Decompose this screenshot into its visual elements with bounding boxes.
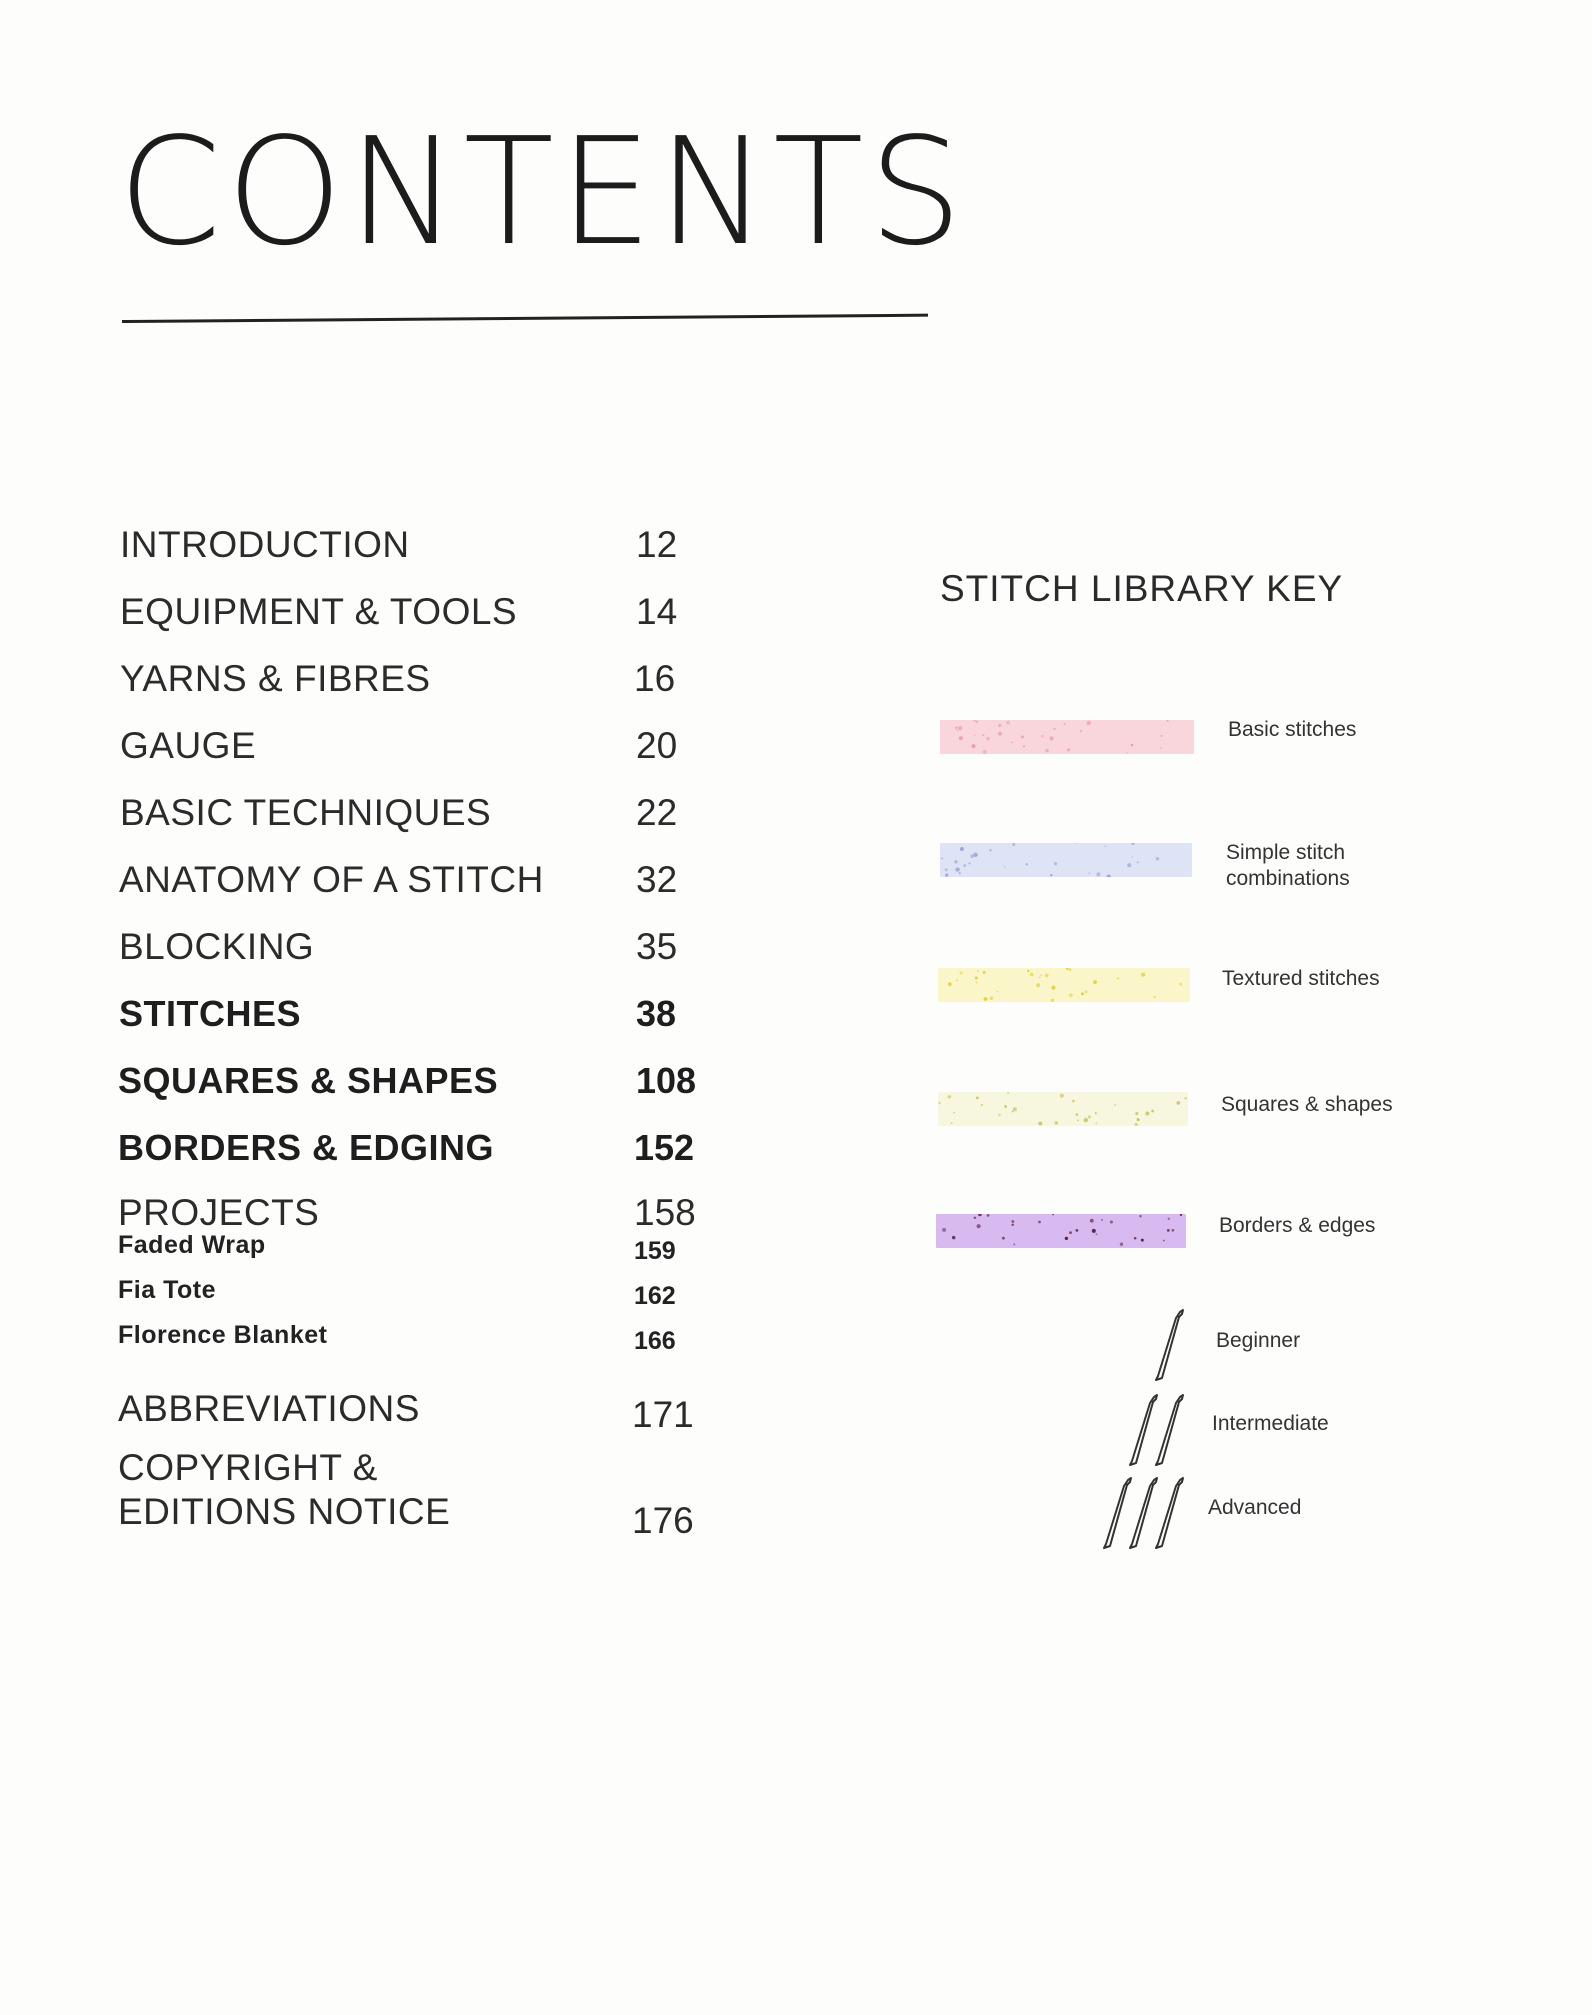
toc-label: STITCHES [119,993,302,1034]
swatch-speckle [1054,862,1057,865]
swatch-speckle [1002,1237,1005,1240]
swatch-speckle [1096,872,1100,876]
swatch-speckle [1051,986,1055,990]
stitch-library-key-title: STITCH LIBRARY KEY [940,568,1344,609]
swatch-speckle [1110,1221,1113,1224]
swatch-speckle [1004,866,1006,868]
swatch-simple-stitch-combinations [940,843,1192,877]
swatch-speckle [973,853,977,857]
swatch-speckle [1084,1118,1088,1122]
toc-label: YARNS & FIBRES [120,658,431,699]
swatch-speckle [976,1097,979,1100]
swatch-speckle [954,860,957,863]
swatch-speckle [1041,735,1044,738]
swatch-speckle [1127,752,1129,754]
swatch-label: Basic stitches [1228,718,1357,741]
toc-label: PROJECTS [118,1192,320,1233]
crochet-hook-icon [1156,1478,1183,1548]
swatch-speckle [976,982,978,984]
toc-entry-gauge[interactable] [0,707,760,767]
swatch-speckle [986,737,989,740]
swatch-speckle [1069,993,1073,997]
swatch-speckle [945,868,948,871]
swatch-speckle [1030,973,1034,977]
toc-entry-equipment-tools[interactable] [0,573,760,633]
swatch-speckle [951,1122,953,1124]
toc-entry-abbreviations[interactable] [0,1370,760,1435]
table-of-contents [0,0,760,1600]
toc-page-number: 20 [636,725,678,766]
swatch-speckle [977,1224,981,1228]
swatch-texture [940,720,1194,754]
toc-entry-fia-tote[interactable] [0,1255,760,1310]
swatch-speckle [998,732,1002,736]
crochet-hook-icon [1130,1478,1157,1548]
difficulty-label: Advanced [1208,1496,1302,1519]
swatch-speckle [1179,983,1182,986]
swatch-speckle [1141,973,1145,977]
toc-page-number: 108 [636,1060,697,1101]
swatch-speckle [1080,730,1083,733]
swatch-speckle [1117,977,1119,979]
swatch-speckle [1023,745,1026,748]
swatch-speckle [1095,1112,1097,1114]
swatch-speckle [1067,748,1070,751]
swatch-speckle [952,1236,955,1239]
swatch-speckle [1076,1113,1079,1116]
toc-entry-blocking[interactable] [0,908,760,968]
swatch-texture [936,1214,1186,1248]
toc-label: BLOCKING [119,926,315,967]
swatch-speckle [976,721,978,723]
swatch-speckle [953,1112,955,1114]
swatch-basic-stitches [940,720,1194,754]
toc-entry-yarns-fibres[interactable] [0,640,760,700]
swatch-speckle [1093,980,1097,984]
swatch-speckle [989,849,991,851]
swatch-speckle [1039,976,1041,978]
swatch-speckle [1012,843,1015,846]
swatch-speckle [1012,1111,1014,1113]
swatch-speckle [948,1095,951,1098]
swatch-speckle [1101,1219,1103,1221]
swatch-speckle [1064,723,1066,725]
swatch-textured-stitches [938,968,1190,1002]
swatch-speckle [1038,1221,1041,1224]
swatch-speckle [1131,744,1134,747]
swatch-speckle [1167,1229,1170,1232]
difficulty-label: Beginner [1216,1329,1301,1352]
difficulty-intermediate-icon [1124,1391,1186,1469]
swatch-speckle [1151,1110,1154,1113]
toc-page-number: 152 [634,1127,695,1168]
swatch-speckle [1051,999,1054,1002]
swatch-speckle [1040,974,1042,976]
swatch-speckle [1050,874,1052,876]
toc-entry-introduction[interactable] [0,506,760,566]
swatch-speckle [1026,863,1028,865]
toc-label: ABBREVIATIONS [118,1388,420,1429]
swatch-speckle [1180,1214,1182,1216]
swatch-speckle [1139,1215,1141,1217]
swatch-speckle [1089,872,1091,874]
swatch-speckle [981,1104,983,1106]
swatch-speckle [1161,735,1163,737]
swatch-speckle [1053,728,1055,730]
swatch-speckle [984,997,988,1001]
difficulty-beginner-icon [1150,1306,1186,1384]
toc-page-number: 35 [636,926,678,967]
toc-page-number: 32 [636,859,678,900]
toc-entry-florence-blanket[interactable] [0,1300,760,1355]
toc-label: GAUGE [120,725,257,766]
swatch-speckle [1096,1233,1098,1235]
swatch-speckle [1177,1101,1181,1105]
swatch-label: Squares & shapes [1221,1093,1393,1116]
toc-entry-faded-wrap[interactable] [0,1210,760,1265]
swatch-speckle [957,868,960,871]
swatch-speckle [1013,1243,1015,1245]
swatch-speckle [1141,1239,1144,1242]
swatch-speckle [945,874,948,877]
swatch-speckle [1006,721,1010,725]
swatch-speckle [972,744,976,748]
swatch-label: Simple stitch combinations [1226,841,1350,890]
swatch-speckle [1154,996,1156,998]
swatch-speckle [974,1217,977,1220]
swatch-speckle [1052,1214,1054,1216]
swatch-texture [938,968,1190,1002]
swatch-speckle [1160,747,1162,749]
toc-page-number: 14 [636,591,678,632]
swatch-speckle [1038,1122,1042,1126]
crochet-hook-icon [1156,1395,1183,1465]
swatch-speckle [1107,875,1111,878]
swatch-speckle [1076,843,1078,844]
toc-page-number: 22 [636,792,678,833]
toc-label: Faded Wrap [118,1231,266,1259]
swatch-squares-shapes [938,1092,1188,1126]
toc-entry-anatomy-of-a-stitch[interactable] [0,841,760,901]
toc-label: EQUIPMENT & TOOLS [120,591,518,632]
toc-entry-basic-techniques[interactable] [0,774,760,834]
swatch-speckle [948,982,950,984]
swatch-speckle [1163,1240,1165,1242]
swatch-speckle [959,736,963,740]
swatch-speckle [1045,749,1048,752]
swatch-speckle [963,864,966,867]
swatch-speckle [1076,1229,1079,1232]
toc-label: Fia Tote [118,1276,216,1304]
swatch-speckle [1137,1118,1140,1121]
toc-label: ANATOMY OF A STITCH [119,859,544,900]
swatch-speckle [1132,856,1134,858]
swatch-speckle [1007,1092,1009,1094]
swatch-speckle [941,858,943,860]
toc-entry-copyright-editions-notice[interactable] [0,1440,760,1541]
swatch-speckle [1069,969,1071,971]
swatch-speckle [1172,1229,1175,1232]
swatch-speckle [1087,721,1091,725]
swatch-speckle [1011,1220,1014,1223]
toc-entry-squares-shapes[interactable] [0,1042,760,1102]
swatch-speckle [1131,843,1135,845]
swatch-speckle [968,862,970,864]
swatch-speckle [1021,736,1024,739]
swatch-speckle [1060,1094,1064,1098]
toc-label: BASIC TECHNIQUES [120,792,492,833]
swatch-speckle [960,847,964,851]
swatch-texture [940,843,1192,877]
swatch-speckle [983,971,986,974]
swatch-speckle [1156,857,1159,860]
swatch-speckle [1088,1116,1091,1119]
toc-page-number: 158 [634,1192,696,1233]
difficulty-advanced-icon [1098,1474,1186,1552]
swatch-speckle [959,872,961,874]
swatch-speckle [1066,968,1069,970]
swatch-speckle [990,996,994,1000]
swatch-speckle [978,1214,982,1216]
swatch-speckle [1055,1121,1058,1124]
swatch-speckle [942,1228,946,1232]
toc-page-number: 171 [632,1394,694,1435]
page-title: CONTENTS [118,106,968,278]
swatch-speckle [1012,1224,1014,1226]
swatch-speckle [1167,720,1169,722]
swatch-speckle [1004,1105,1007,1108]
swatch-speckle [998,1114,1001,1117]
swatch-speckle [1050,736,1054,740]
swatch-speckle [938,1102,940,1104]
toc-label: COPYRIGHT & EDITIONS NOTICE [118,1447,451,1532]
swatch-speckle [998,724,1001,727]
swatch-speckle [982,734,984,736]
toc-page-number: 16 [634,658,676,699]
crochet-hook-icon [1130,1395,1157,1465]
swatch-speckle [1092,1229,1096,1233]
swatch-speckle [955,727,957,729]
toc-page-number: 166 [634,1327,676,1355]
swatch-speckle [1185,1097,1187,1099]
swatch-speckle [997,991,999,993]
toc-page-number: 176 [632,1500,694,1541]
toc-label: Florence Blanket [118,1321,328,1349]
swatch-speckle [1114,1104,1116,1106]
swatch-speckle [1085,990,1088,993]
swatch-speckle [1011,742,1013,744]
swatch-label: Textured stitches [1222,967,1380,990]
swatch-speckle [1013,1107,1017,1111]
swatch-speckle [956,980,958,982]
swatch-speckle [1095,1122,1097,1124]
crochet-hook-icon [1156,1310,1183,1380]
swatch-speckle [1027,970,1030,973]
toc-page-number: 159 [634,1237,676,1265]
swatch-speckle [1036,983,1040,987]
swatch-speckle [1145,1112,1149,1116]
swatch-speckle [1045,974,1049,978]
swatch-borders-edges [936,1214,1186,1248]
toc-label: SQUARES & SHAPES [118,1060,499,1101]
swatch-speckle [977,970,979,972]
toc-page-number: 38 [636,993,677,1034]
swatch-speckle [1081,992,1084,995]
swatch-speckle [1137,861,1139,863]
swatch-speckle [1065,1237,1068,1240]
swatch-speckle [1077,1120,1079,1122]
swatch-speckle [983,750,987,754]
swatch-label: Borders & edges [1219,1214,1376,1237]
swatch-speckle [987,1214,990,1217]
toc-page-number: 162 [634,1282,676,1310]
swatch-speckle [1135,1123,1138,1126]
toc-entry-stitches[interactable] [0,975,760,1035]
swatch-speckle [1072,1100,1075,1103]
toc-page-number: 12 [636,524,678,565]
swatch-speckle [1134,1237,1137,1240]
swatch-texture [938,1092,1188,1126]
toc-entry-borders-edging[interactable] [0,1109,760,1169]
swatch-speckle [1090,1219,1094,1223]
swatch-speckle [974,734,976,736]
swatch-speckle [958,726,962,730]
swatch-speckle [1069,1231,1072,1234]
toc-label: INTRODUCTION [120,524,410,565]
swatch-speckle [1105,845,1107,847]
swatch-speckle [1127,863,1131,867]
swatch-speckle [1120,1243,1123,1246]
toc-label: BORDERS & EDGING [118,1127,495,1168]
swatch-speckle [1135,1112,1138,1115]
swatch-speckle [975,977,978,980]
crochet-hook-icon [1104,1478,1131,1548]
difficulty-label: Intermediate [1212,1412,1329,1435]
swatch-speckle [1168,1218,1170,1220]
swatch-speckle [957,730,959,732]
swatch-speckle [960,972,963,975]
